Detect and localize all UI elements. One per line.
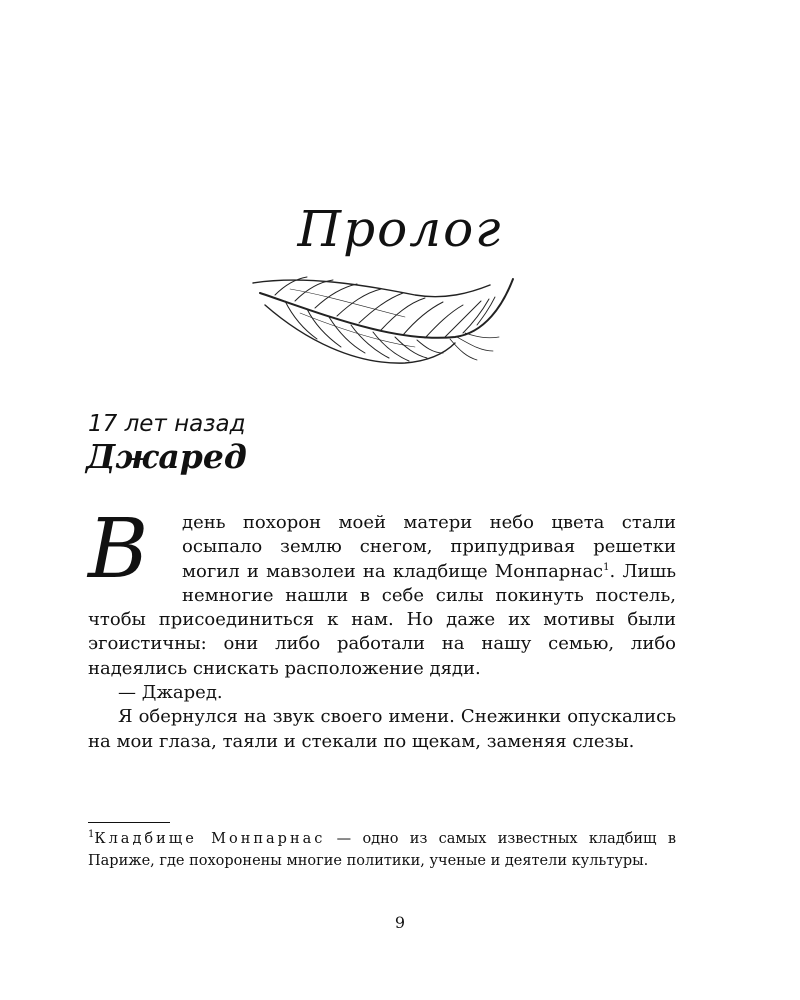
paragraph-1-text-a: день похорон моей матери небо цвета стали осыпало землю снегом, припудривая решетки могил и мавзолеи на кладбище Монпарнас (182, 512, 676, 582)
feather-icon (245, 265, 520, 370)
footnote-number: 1 (88, 829, 95, 841)
footnote-text: — одно из самых известных кладбищ в Париже, где похоронены многие политики, ученые и деятели культуры. (88, 831, 676, 869)
character-heading: Джаред (86, 437, 247, 476)
body-text (88, 502, 677, 754)
paragraph-1 (88, 502, 677, 681)
page-number: 9 (394, 913, 406, 932)
paragraph-2: — Джаред. (118, 682, 223, 704)
time-label: 17 лет назад (88, 411, 246, 437)
footnote-marker: 1 (603, 561, 610, 573)
chapter-title: Пролог (297, 200, 503, 258)
footnote-divider (88, 822, 170, 823)
paragraph-3: Я обернулся на звук своего имени. Снежинки опускались на мои глаза, таяли и стекали по щекам, заменяя слезы. (88, 706, 676, 752)
drop-cap: В (88, 502, 149, 597)
footnote (88, 829, 676, 872)
footnote-term: Кладбище Монпарнас (94, 831, 326, 847)
paragraph-1-text-b: . Лишь немногие нашли в себе силы покинуть постель, чтобы присоединиться к нам. Но даже их мотивы были эгоистичны: они либо работали на нашу семью, либо надеялись снискать расположение дяди. (88, 560, 677, 679)
